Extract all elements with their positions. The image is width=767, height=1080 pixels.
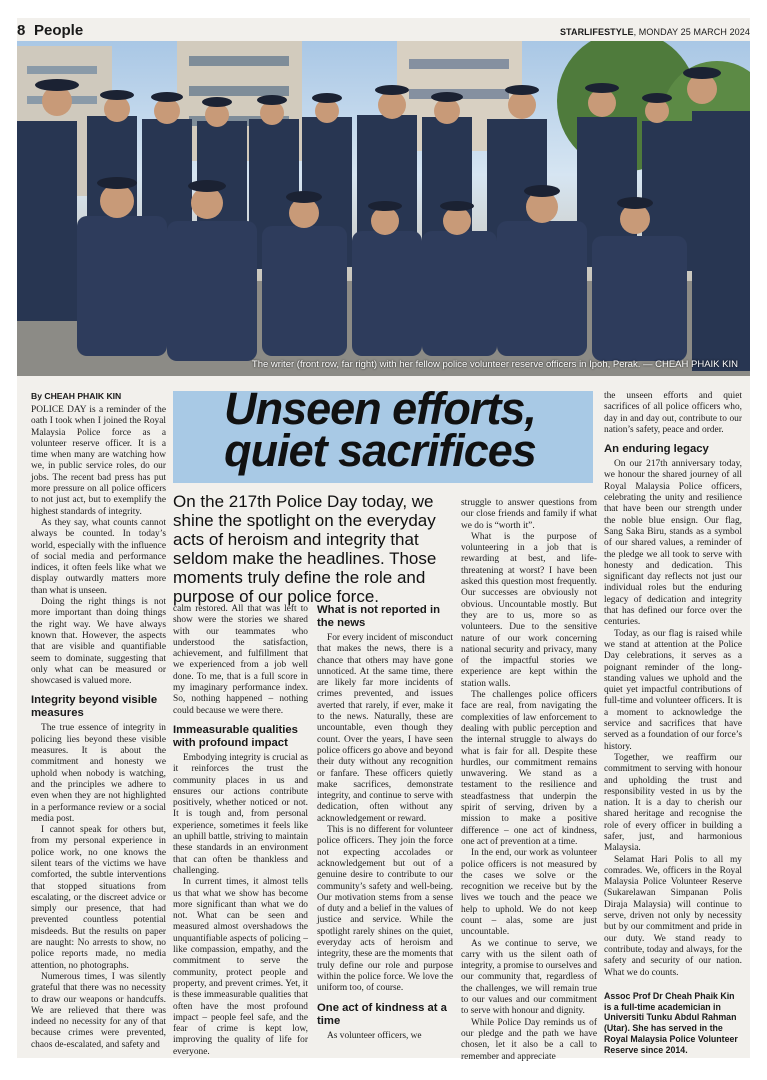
paragraph: In current times, it almost tells us that what we show has become more significant than what we do not. What can be seen and measured almost overshadows the unquantifiable aspects of policing – like compassion, empathy, and the commitment to serve the community, protect people and property, and prevent crimes. Yet, it is these immeasurable qualities that often have the most profound impact – people feel safe, and the fear of crime is kept low, improving the quality of life for everyone. — [173, 877, 308, 1057]
photo-caption: The writer (front row, far right) with her fellow police volunteer reserve officers in Ipoh, Perak. — CHEAH PHAIK KIN — [251, 359, 738, 370]
paragraph: While Police Day reminds us of our pledge and the path we have chosen, let it also be a call to remember and appreciate — [461, 1017, 597, 1062]
group-photo — [17, 41, 750, 376]
section-name: People — [34, 22, 84, 39]
paragraph: As we continue to serve, we carry with us the silent oath of integrity, a promise to ourselves and our community that, regardless of the challenges, we will remain true to our values and our commitment to serve with honour and dignity. — [461, 938, 597, 1017]
subheading-kindness: One act of kindness at a time — [317, 1001, 447, 1027]
paragraph: struggle to answer questions from our close friends and family if what we do is “worth it”. — [461, 498, 597, 531]
group-photo-illustration — [17, 41, 750, 376]
headline-line-1: Unseen efforts, — [224, 383, 536, 434]
paragraph: the unseen efforts and quiet sacrifices of all police officers who, day in and day out, contribute to our nation’s safety, peace and order. — [604, 391, 742, 435]
paragraph: In the end, our work as volunteer police officers is not measured by the cases we solve or the recognition we receive but by the lives we touch and the peace we help to uphold. We do not keep count – alas, some are just uncountable. — [461, 848, 597, 938]
paragraph: For every incident of misconduct that makes the news, there is a chance that others may have gone unnoticed. At the same time, there are likely far more incidents of crimes prevented, and issues averted that rarely, if ever, make it to the news. Naturally, these are uncountable, even though they count. Over the years, I have seen police officers go above and beyond their duty without any recognition or fanfare. These officers quietly make sacrifices, demonstrate integrity, and continue to serve with dedication, often without any acknowledgement or reward. — [317, 633, 453, 824]
article-column-4 — [461, 498, 597, 1063]
standfirst: On the 217th Police Day today, we shine the spotlight on the everyday acts of heroism and integrity that seldom make the headlines. Those moments truly define the role and purpose of our police force. — [173, 492, 437, 606]
subheading-immeasurable: Immeasurable qualities with profound impact — [173, 723, 298, 749]
article-column-2 — [173, 604, 308, 1058]
paragraph: Together, we reaffirm our commitment to serving with honour and upholding the trust and responsibility vested in us by the nation. It is a day to cherish our shared heritage and recognise the role of every officer in building a safer, just, and harmonious Malaysia. — [604, 752, 742, 854]
article-column-5 — [604, 391, 742, 1056]
paragraph: Today, as our flag is raised while we stand at attention at the Police Day celebrations, it serves as a poignant reminder of the long-standing values we uphold and the quiet yet impactful contributions of full-time and volunteer officers. It is a moment to acknowledge the service and sacrifices that have served as a foundation of our force’s history. — [604, 628, 742, 752]
paragraph: Selamat Hari Polis to all my comrades. We, officers in the Royal Malaysia Police Volunteer Reserve (Sukarelawan Simpanan Polis Diraja Malaysia) will continue to serve, driven not only by necessity but by our commitment and pride in our duty. We stand ready to contribute, today and always, for the safety and security of our nation. What we do counts. — [604, 854, 742, 978]
paragraph: I cannot speak for others but, from my personal experience in police work, no one knows the silent tears of the victims we have comforted, the subtle interventions that stopped situations from escalating, or the discreet advice or simply our presence, that had prevented countless potential misdeeds. But the results on paper are naught: No arrests to show, no police reports made, no media attention, no photographs. — [31, 825, 166, 971]
author-bio: Assoc Prof Dr Cheah Phaik Kin is a full-time academician in Universiti Tunku Abdul Rahman (Utar). She has served in the Royal Malaysia Police Volunteer Reserve since 2014. — [604, 990, 738, 1055]
paragraph: Numerous times, I was silently grateful that there was no necessity to draw our weapons or handcuffs. We are relieved that there was indeed no necessity for any of that because crimes were prevented, chaos de-escalated, and safety and — [31, 971, 166, 1050]
paragraph: POLICE DAY is a reminder of the oath I took when I joined the Royal Malaysia Police force as a volunteer reserve officer. It is a time when many are watching how we, in public service roles, do our jobs. The recent bad press has put more pressure on all police officers to not just act, but to exemplify the highest standards of integrity. — [31, 405, 166, 517]
publication-dateline — [560, 27, 750, 37]
paragraph: On our 217th anniversary today, we honour the shared journey of all Royal Malaysia Police officers, celebrating the unity and resilience that have been our strength under the noble blue ensign. Our flag, Sang Saka Biru, stands as a symbol of our shared values, a reminder of the pledge we all took to serve with honesty and dedication. This significant day reflects not just our individual roles but the enduring legacy of dedication and integrity that has defined our force over the centuries. — [604, 459, 742, 628]
paragraph: This is no different for volunteer police officers. They join the force not expecting accolades or acknowledgement but out of a genuine desire to contribute to our community’s safety and well-being. Our motivation stems from a sense of duty and a belief in the values of justice and service. While the spotlight rarely shines on the quiet, everyday acts of heroism and integrity, these are the moments that truly define our role and purpose within the police force. We love the uniform too, of course. — [317, 825, 453, 994]
paragraph: What is the purpose of volunteering in a job that is rewarding at best, and life-threatening at worst? I have been asked this question most frequently. Our successes are obviously not obvious. Uncountable mostly. But they are to us, more so as volunteers. Due to the sensitive nature of our work concerning national security and privacy, many of the impactful stories we experience are kept within the station walls. — [461, 531, 597, 689]
article-column-1 — [31, 405, 166, 1051]
subheading-legacy: An enduring legacy — [604, 443, 709, 456]
paragraph: As they say, what counts cannot always be counted. In today’s world, especially with the influence of social media and performance indices, it often feels like what we display outwardly matters more than what is unseen. — [31, 517, 166, 596]
issue-date: , MONDAY 25 MARCH 2024 — [633, 27, 750, 37]
publication-name: STARLIFESTYLE — [559, 27, 634, 37]
headline — [180, 383, 580, 476]
byline: By CHEAH PHAIK KIN — [31, 391, 122, 401]
page-header — [17, 22, 750, 40]
paragraph: The true essence of integrity in policing lies beyond these visible measures. It is about the commitment and honesty we uphold when nobody is watching, and the principles we adhere to even when they are not highlighted in a performance review or a social media post. — [31, 723, 166, 824]
article-column-3 — [317, 604, 453, 1042]
paragraph: The challenges police officers face are real, from navigating the complexities of law enforcement to dealing with public perception and the internal struggle to always do what is fair for all. Despite these hurdles, our commitment remains unwavering. We stand as a testament to the resilience and steadfastness that underpin the spirit of serving, driven by a mission to make a positive difference – one act of kindness, one act of prevention at a time. — [461, 690, 597, 847]
subheading-integrity: Integrity beyond visible measures — [31, 694, 158, 720]
headline-line-2: quiet sacrifices — [224, 425, 536, 476]
paragraph: calm restored. All that was left to show were the stories we shared with our teammates who understood the satisfaction, achievement, and fulfillment that we experienced from a job well done. To me, that is a full score in my imaginary performance index. So, nothing happened – nothing could because we were there. — [173, 604, 308, 716]
subheading-not-reported: What is not reported in the news — [317, 604, 441, 629]
page-number: 8 — [17, 22, 26, 39]
paragraph: As volunteer officers, we — [327, 1030, 422, 1041]
paragraph: Embodying integrity is crucial as it reinforces the trust the community places in us and ensures our actions contribute positively, whether noticed or not. It is tough and, from personal experience, sometimes it feels like an uphill battle, striving to maintain these standards in an environment that can often be thankless and challenging. — [173, 752, 308, 876]
paragraph: Doing the right things is not more important than doing things the right way. We have always known that. However, the aspects that are visible and quantifiable seem to dominate, suggesting that only what can be measured or showcased is valued more. — [31, 597, 166, 687]
